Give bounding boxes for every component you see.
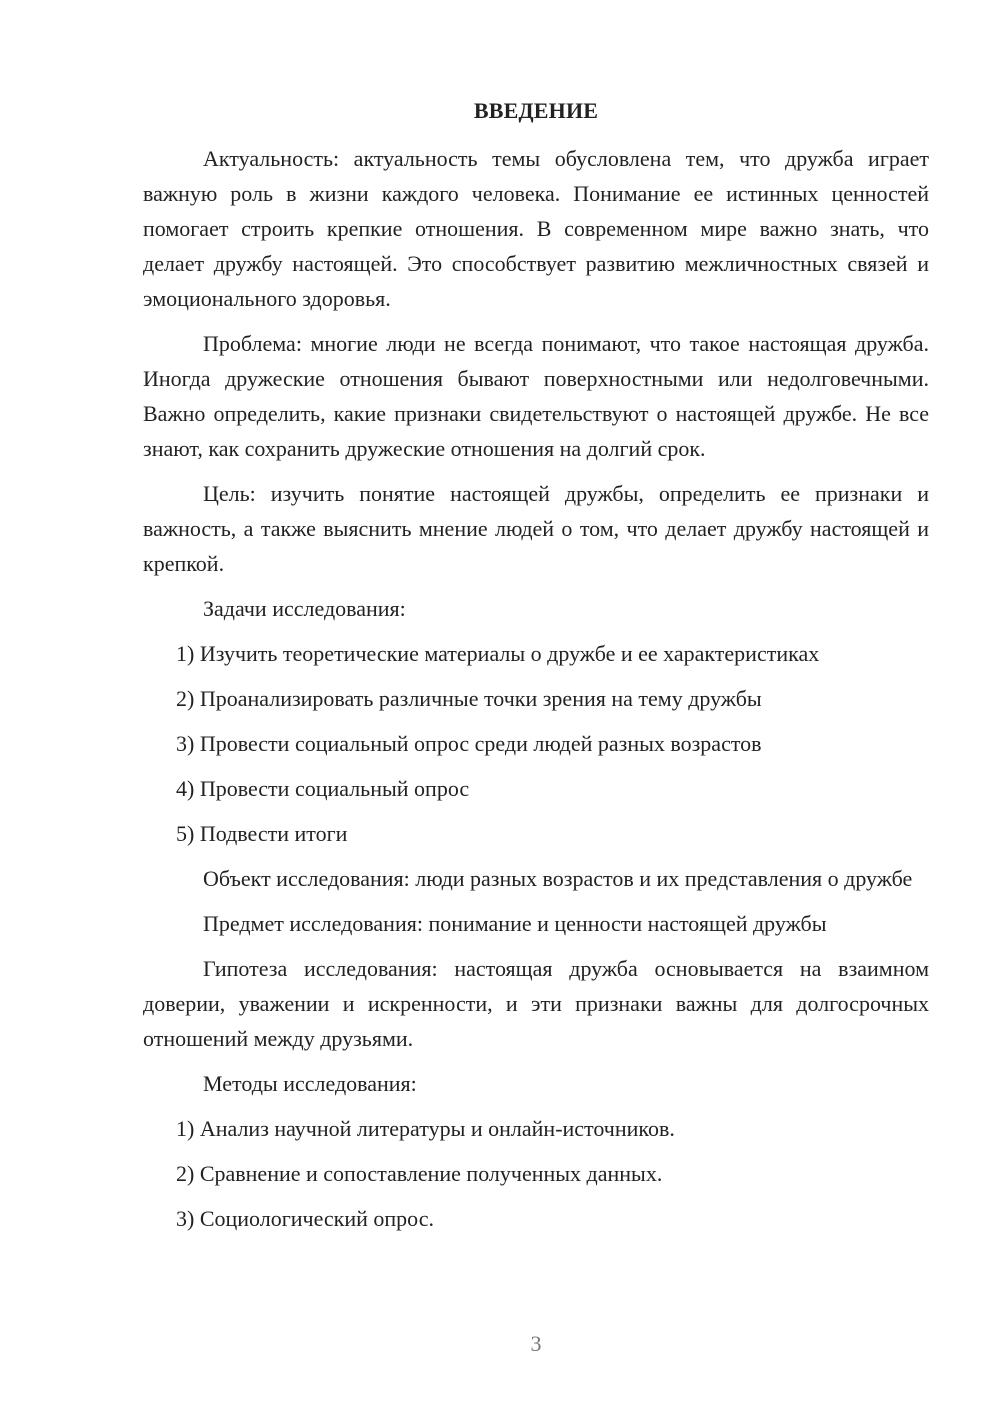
page-number: 3 — [530, 1331, 542, 1356]
list-item: 2) Сравнение и сопоставление полученных данных. — [176, 1161, 663, 1186]
subject-paragraph: Предмет исследования: понимание и ценности настоящей дружбы — [203, 911, 827, 936]
problem-paragraph: Проблема: многие люди не всегда понимают, что такое настоящая дружба. Иногда дружеские отношения бывают поверхностными или недолговечными. Важно определить, какие признаки свидетельствуют о настоящей дружбе. Не все знают, как сохранить дружеские отношения на долгий срок. — [143, 331, 929, 461]
list-item: 3) Провести социальный опрос среди людей разных возрастов — [176, 731, 762, 756]
list-item: 3) Социологический опрос. — [176, 1206, 434, 1231]
object-paragraph: Объект исследования: люди разных возрастов и их представления о дружбе — [203, 866, 913, 891]
methods-list — [143, 1111, 929, 1236]
tasks-list — [143, 636, 929, 851]
list-item: 1) Изучить теоретические материалы о дружбе и ее характеристиках — [176, 641, 820, 666]
hypothesis-paragraph: Гипотеза исследования: настоящая дружба основывается на взаимном доверии, уважении и искренности, и эти признаки важны для долгосрочных отношений между друзьями. — [143, 956, 929, 1051]
tasks-heading: Задачи исследования: — [203, 596, 406, 621]
list-item: 1) Анализ научной литературы и онлайн-источников. — [176, 1116, 675, 1141]
methods-heading: Методы исследования: — [203, 1071, 417, 1096]
page-content — [143, 93, 929, 1246]
goal-paragraph: Цель: изучить понятие настоящей дружбы, определить ее признаки и важность, а также выяснить мнение людей о том, что делает дружбу настоящей и крепкой. — [143, 481, 929, 576]
list-item: 5) Подвести итоги — [176, 821, 348, 846]
page-title: ВВЕДЕНИЕ — [473, 98, 599, 123]
relevance-paragraph: Актуальность: актуальность темы обусловлена тем, что дружба играет важную роль в жизни каждого человека. Понимание ее истинных ценностей помогает строить крепкие отношения. В современном мире важно знать, что делает дружбу настоящей. Это способствует развитию межличностных связей и эмоционального здоровья. — [143, 146, 929, 311]
list-item: 4) Провести социальный опрос — [176, 776, 470, 801]
list-item: 2) Проанализировать различные точки зрения на тему дружбы — [176, 686, 762, 711]
